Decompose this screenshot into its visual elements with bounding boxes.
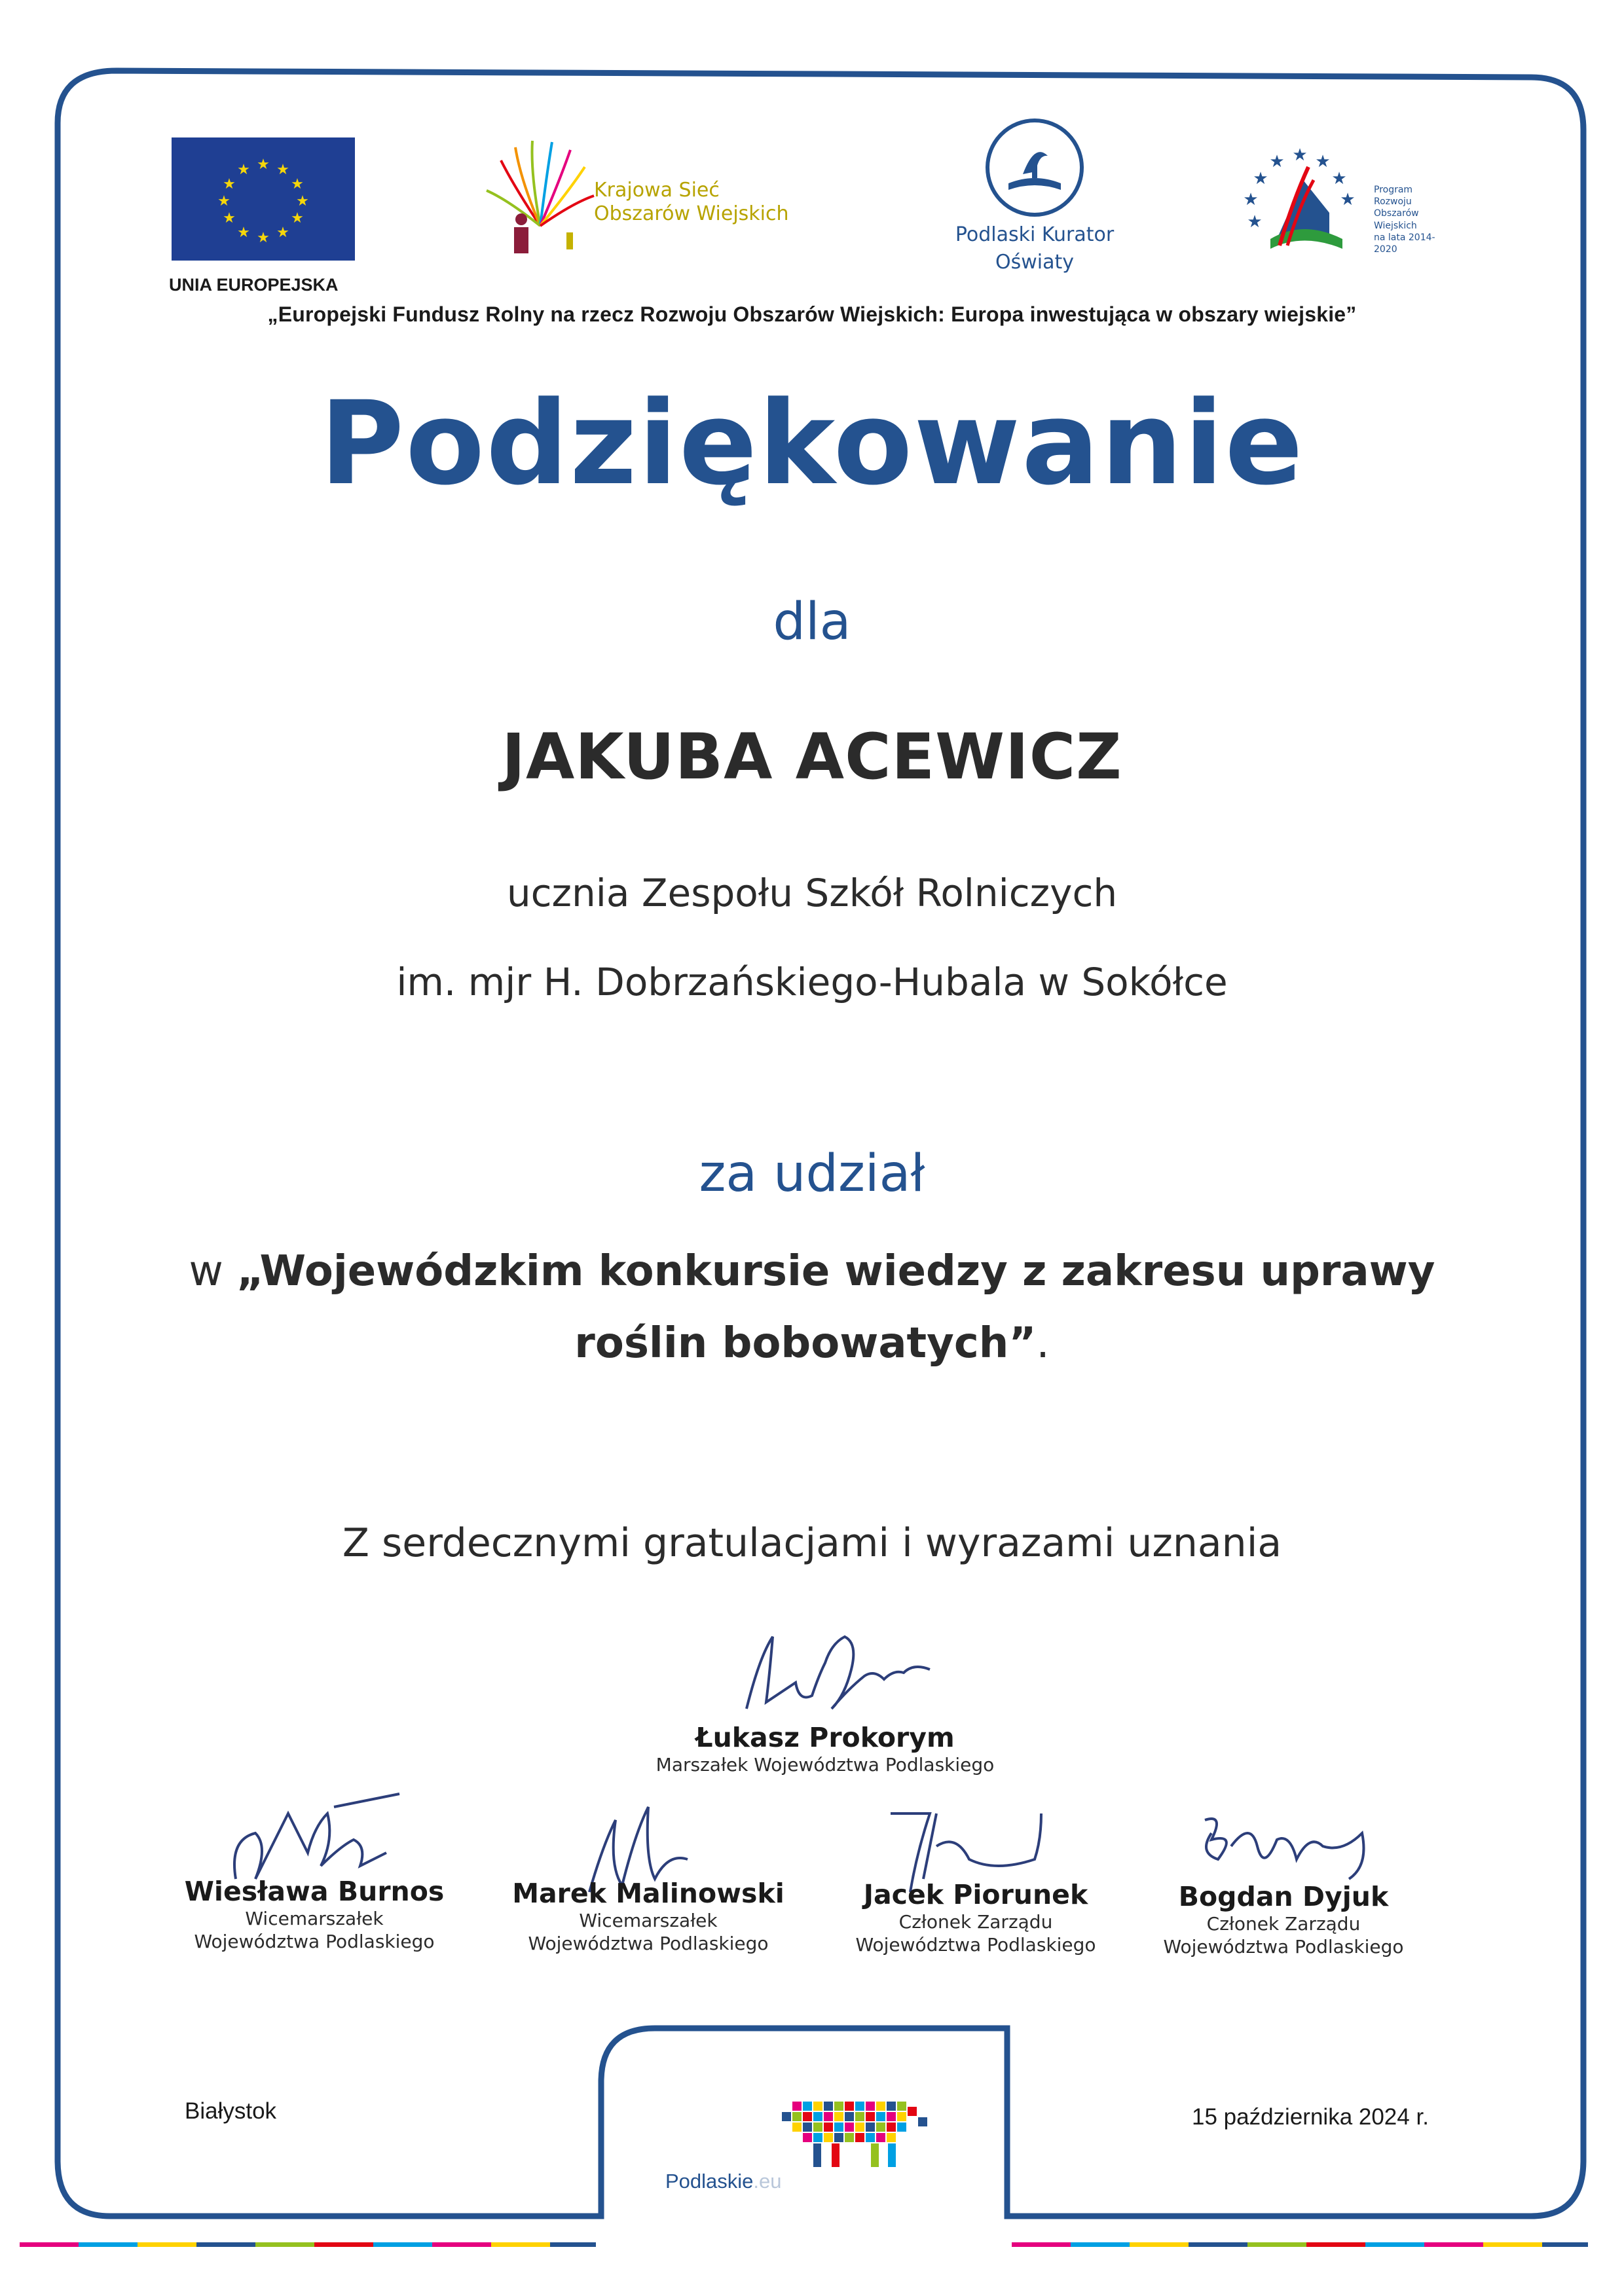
contest-line-1 (0, 1247, 1624, 1296)
signer-4 (1126, 1881, 1441, 1958)
podlaskie-logo-text (665, 2170, 782, 2193)
ksow-text-line1: Krajowa Sieć (594, 179, 720, 202)
greeting: Z serdecznymi gratulacjami i wyrazami uznania (342, 1520, 1282, 1566)
podlaskie-bison-logo (766, 2082, 943, 2187)
svg-text:★: ★ (1253, 169, 1268, 189)
date: 15 października 2024 r. (1192, 2104, 1429, 2130)
podlaskie-text: Podlaskie (665, 2170, 754, 2193)
signer-main-name: Łukasz Prokorym (695, 1722, 955, 1753)
eu-slogan: „Europejski Fundusz Rolny na rzecz Rozwoju Obszarów Wiejskich: Europa inwestująca w obszary wiejskie” (267, 302, 1357, 326)
signer-3 (819, 1879, 1133, 1956)
kurator-logo (943, 117, 1126, 277)
recipient-name: JAKUBA ACEWICZ (502, 720, 1122, 793)
eu-label: UNIA EUROPEJSKA (169, 275, 339, 295)
svg-text:★: ★ (237, 225, 250, 241)
participation-label: za udział (699, 1144, 925, 1203)
svg-text:★: ★ (237, 162, 250, 178)
svg-text:★: ★ (217, 193, 231, 210)
svg-text:★: ★ (1331, 169, 1347, 189)
prow-text-line5: na lata 2014-2020 (1374, 232, 1435, 255)
svg-text:★: ★ (291, 210, 304, 227)
signer-4-role-2: Województwa Podlaskiego (1163, 1936, 1404, 1958)
prow-text-line4: Wiejskich (1374, 220, 1417, 231)
svg-text:★: ★ (276, 162, 289, 178)
signer-main-role: Marszałek Województwa Podlaskiego (655, 1754, 995, 1776)
svg-text:★: ★ (257, 230, 270, 246)
signer-2-name: Marek Malinowski (512, 1878, 784, 1909)
signer-2-role-2: Województwa Podlaskiego (528, 1933, 769, 1954)
svg-text:★: ★ (257, 156, 270, 173)
city: Białystok (185, 2098, 277, 2124)
svg-text:★: ★ (1340, 190, 1356, 210)
certificate-title: Podziękowanie (320, 376, 1304, 511)
prow-text-line2: Rozwoju (1374, 196, 1412, 208)
signer-2 (491, 1878, 805, 1955)
prow-emblem-icon (1231, 141, 1369, 265)
ksow-text-line2: Obszarów Wiejskich (594, 202, 789, 225)
ksow-logo (475, 128, 841, 259)
signer-1 (157, 1876, 471, 1953)
ksow-emblem-icon (475, 128, 606, 259)
svg-text:★: ★ (1243, 190, 1259, 210)
svg-text:★: ★ (1269, 152, 1285, 172)
signature-dyjuk (1185, 1807, 1382, 1892)
svg-text:★: ★ (1247, 212, 1263, 232)
podlaskie-suffix: .eu (753, 2170, 782, 2193)
contest-prefix: w (189, 1247, 237, 1296)
svg-text:★: ★ (1292, 145, 1308, 165)
svg-text:★: ★ (276, 225, 289, 241)
prow-text-line1: Program (1374, 185, 1413, 195)
signer-2-role-1: Wicemarszałek (579, 1910, 718, 1931)
contest-line-2 (0, 1319, 1624, 1368)
kurator-emblem-icon (976, 117, 1094, 221)
svg-text:★: ★ (223, 176, 236, 192)
bottom-color-strip (20, 2242, 1588, 2247)
signer-1-role-1: Wicemarszałek (245, 1908, 384, 1929)
svg-text:★: ★ (296, 193, 309, 210)
contest-end: . (1036, 1319, 1050, 1368)
svg-text:★: ★ (291, 176, 304, 192)
signer-3-role-1: Członek Zarządu (898, 1911, 1053, 1933)
signer-3-name: Jacek Piorunek (863, 1879, 1088, 1910)
signature-prokorym (733, 1617, 956, 1728)
svg-text:★: ★ (223, 210, 236, 227)
signer-1-name: Wiesława Burnos (184, 1876, 445, 1907)
prow-logo (1231, 141, 1447, 272)
contest-name-part-1: „Wojewódzkim konkursie wiedzy z zakresu uprawy (236, 1247, 1435, 1296)
svg-text:★: ★ (1315, 152, 1331, 172)
school-line-1: ucznia Zespołu Szkół Rolniczych (506, 871, 1118, 915)
kurator-text-line2: Oświaty (995, 251, 1074, 274)
contest-name-part-2: roślin bobowatych” (574, 1319, 1037, 1368)
signer-4-role-1: Członek Zarządu (1206, 1913, 1361, 1935)
eu-flag-logo (172, 137, 355, 261)
signer-1-role-2: Województwa Podlaskiego (194, 1931, 435, 1952)
for-label: dla (773, 592, 851, 651)
signer-3-role-2: Województwa Podlaskiego (855, 1934, 1096, 1956)
kurator-text-line1: Podlaski Kurator (955, 223, 1115, 246)
signer-4-name: Bogdan Dyjuk (1178, 1881, 1389, 1912)
signer-main (602, 1722, 1048, 1776)
prow-text-line3: Obszarów (1374, 208, 1419, 219)
school-line-2: im. mjr H. Dobrzańskiego-Hubala w Sokółce (396, 960, 1228, 1004)
